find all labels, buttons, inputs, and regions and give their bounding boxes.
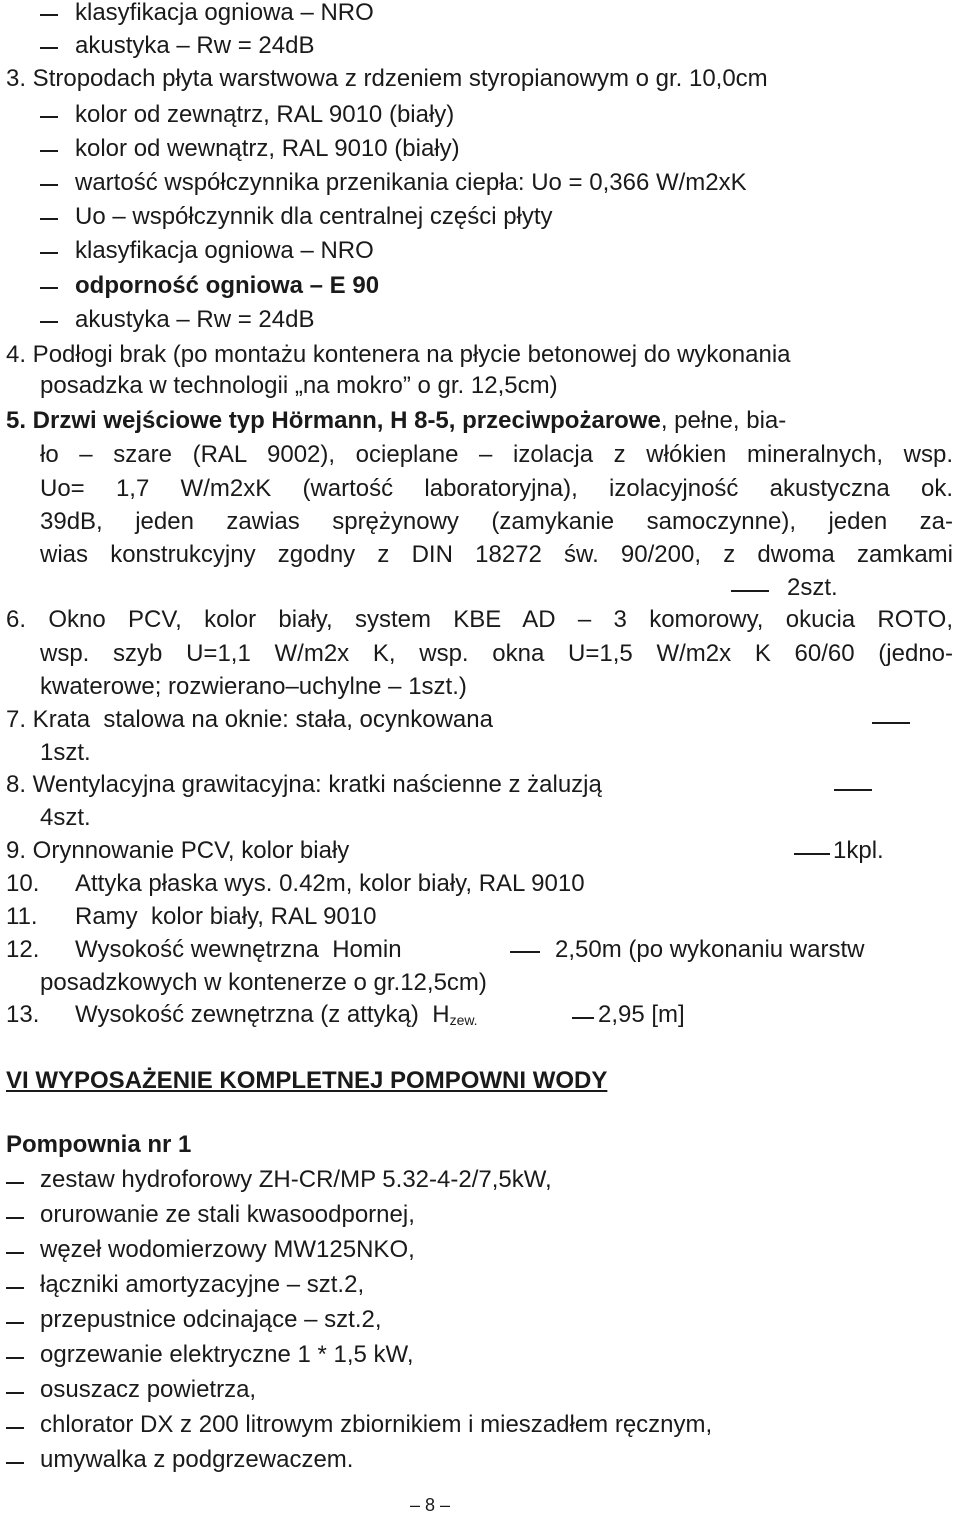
list-item: wartość współczynnika przenikania ciepła: Uo = 0,366 W/m2xK bbox=[75, 169, 747, 196]
item-10-number: 10. bbox=[6, 870, 40, 897]
item-11-text: Ramy kolor biały, RAL 9010 bbox=[75, 903, 377, 930]
list-item: węzeł wodomierzowy MW125NKO, bbox=[40, 1236, 415, 1263]
dash-separator bbox=[731, 590, 769, 592]
item-13-subscript: zew. bbox=[449, 1012, 478, 1028]
list-item: kolor od zewnątrz, RAL 9010 (biały) bbox=[75, 101, 455, 128]
item-10-text: Attyka płaska wys. 0.42m, kolor biały, RAL 9010 bbox=[75, 870, 585, 897]
list-item: chlorator DX z 200 litrowym zbiornikiem i mieszadłem ręcznym, bbox=[40, 1411, 713, 1438]
item-12-line-2: posadzkowych w kontenerze o gr.12,5cm) bbox=[40, 969, 487, 996]
item-6-line-1: 6. Okno PCV, kolor biały, system KBE AD – 3 komorowy, okucia ROTO, bbox=[6, 606, 953, 633]
list-item: Uo – współczynnik dla centralnej części płyty bbox=[75, 203, 553, 230]
item-4-line-1: 4. Podłogi brak (po montażu kontenera na płycie betonowej do wykonania bbox=[6, 341, 791, 368]
section-3-title: 3. Stropodach płyta warstwowa z rdzeniem styropianowym o gr. 10,0cm bbox=[6, 65, 768, 92]
dash-separator bbox=[872, 722, 910, 724]
item-13-label bbox=[75, 1000, 478, 1035]
page-number: – 8 – bbox=[409, 1495, 451, 1515]
dash-bullet bbox=[6, 1252, 24, 1254]
list-item: ogrzewanie elektryczne 1 * 1,5 kW, bbox=[40, 1341, 414, 1368]
dash-bullet bbox=[6, 1427, 24, 1429]
item-13-number: 13. bbox=[6, 1001, 40, 1028]
dash-bullet bbox=[6, 1287, 24, 1289]
dash-separator bbox=[510, 951, 540, 953]
item-12-value: 2,50m (po wykonaniu warstw bbox=[555, 936, 865, 963]
item-11-number: 11. bbox=[6, 903, 38, 930]
list-item: zestaw hydroforowy ZH-CR/MP 5.32-4-2/7,5kW, bbox=[40, 1166, 552, 1193]
dash-bullet bbox=[40, 218, 58, 220]
item-13-label-text: Wysokość zewnętrzna (z attyką) H bbox=[75, 1001, 450, 1028]
dash-bullet bbox=[40, 252, 58, 254]
list-item: osuszacz powietrza, bbox=[40, 1376, 257, 1403]
item-5-line-4: 39dB, jeden zawias sprężynowy (zamykanie samoczynne), jeden za- bbox=[40, 508, 953, 535]
dash-bullet bbox=[40, 150, 58, 152]
pompownia-title: Pompownia nr 1 bbox=[6, 1131, 192, 1158]
section-6-heading: VI WYPOSAŻENIE KOMPLETNEJ POMPOWNI WODY bbox=[6, 1067, 608, 1094]
item-7-text: 7. Krata stalowa na oknie: stała, ocynkowana bbox=[6, 706, 493, 733]
dash-bullet bbox=[40, 14, 58, 16]
item-5-line-5: wias konstrukcyjny zgodny z DIN 18272 św. 90/200, z dwoma zamkami bbox=[40, 541, 953, 568]
item-5-line-1 bbox=[6, 406, 786, 436]
dash-separator bbox=[572, 1017, 594, 1019]
dash-separator bbox=[834, 789, 872, 791]
list-item: kolor od wewnątrz, RAL 9010 (biały) bbox=[75, 135, 460, 162]
item-6-line-2: wsp. szyb U=1,1 W/m2x K, wsp. okna U=1,5 W/m2x K 60/60 (jedno- bbox=[40, 640, 953, 667]
item-5-bold-title: 5. Drzwi wejściowe typ Hörmann, H 8-5, przeciwpożarowe bbox=[6, 407, 661, 434]
list-item-bold: odporność ogniowa – E 90 bbox=[75, 272, 380, 299]
item-5-line-2: ło – szare (RAL 9002), ocieplane – izolacja z włókien mineralnych, wsp. bbox=[40, 441, 953, 468]
dash-separator bbox=[794, 853, 830, 855]
dash-bullet bbox=[6, 1462, 24, 1464]
dash-bullet bbox=[40, 47, 58, 49]
list-item: akustyka – Rw = 24dB bbox=[75, 32, 315, 59]
dash-bullet bbox=[40, 184, 58, 186]
item-6-line-3: kwaterowe; rozwierano–uchylne – 1szt.) bbox=[40, 673, 467, 700]
item-5-qty: 2szt. bbox=[787, 574, 838, 601]
item-5-line-3: Uo= 1,7 W/m2xK (wartość laboratoryjna), izolacyjność akustyczna ok. bbox=[40, 475, 953, 502]
list-item: klasyfikacja ogniowa – NRO bbox=[75, 0, 374, 26]
dash-bullet bbox=[6, 1322, 24, 1324]
dash-bullet bbox=[40, 321, 58, 323]
item-7-qty: 1szt. bbox=[40, 739, 91, 766]
item-8-text: 8. Wentylacyjna grawitacyjna: kratki naścienne z żaluzją bbox=[6, 771, 602, 798]
list-item: umywalka z podgrzewaczem. bbox=[40, 1446, 354, 1473]
item-5-line-1-rest: , pełne, bia- bbox=[660, 407, 787, 434]
dash-bullet bbox=[6, 1217, 24, 1219]
item-8-qty: 4szt. bbox=[40, 804, 91, 831]
item-4-line-2: posadzka w technologii „na mokro” o gr. 12,5cm) bbox=[40, 372, 558, 399]
dash-bullet bbox=[40, 116, 58, 118]
item-9-qty: 1kpl. bbox=[833, 837, 884, 864]
item-13-value: 2,95 [m] bbox=[598, 1001, 685, 1028]
list-item: przepustnice odcinające – szt.2, bbox=[40, 1306, 382, 1333]
item-12-number: 12. bbox=[6, 936, 40, 963]
list-item: klasyfikacja ogniowa – NRO bbox=[75, 237, 374, 264]
dash-bullet bbox=[6, 1392, 24, 1394]
list-item: akustyka – Rw = 24dB bbox=[75, 306, 315, 333]
dash-bullet bbox=[6, 1182, 24, 1184]
dash-bullet bbox=[6, 1357, 24, 1359]
list-item: orurowanie ze stali kwasoodpornej, bbox=[40, 1201, 415, 1228]
list-item: łączniki amortyzacyjne – szt.2, bbox=[40, 1271, 365, 1298]
item-9-text: 9. Orynnowanie PCV, kolor biały bbox=[6, 837, 350, 864]
item-12-label: Wysokość wewnętrzna Homin bbox=[75, 936, 402, 963]
dash-bullet bbox=[40, 287, 58, 289]
